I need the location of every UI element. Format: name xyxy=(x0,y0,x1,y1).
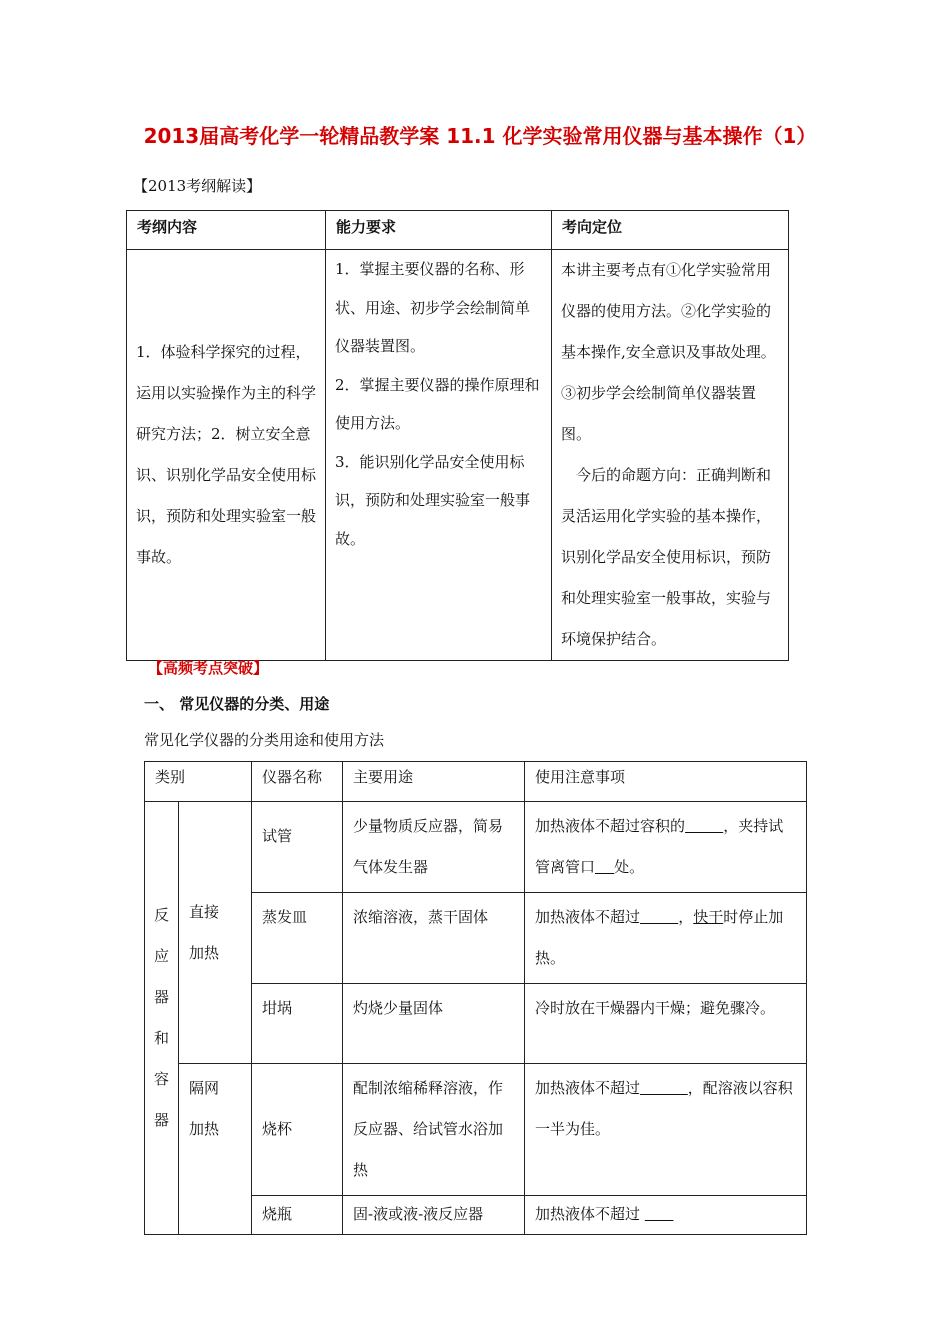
instrument-name: 坩埚 xyxy=(252,984,343,1064)
instrument-name: 蒸发皿 xyxy=(252,893,343,984)
table-row xyxy=(145,802,807,893)
table-header: 考纲内容 xyxy=(127,211,326,250)
ability-cell xyxy=(326,250,552,661)
table-header-row xyxy=(127,211,789,250)
subcategory-cell xyxy=(179,802,252,1064)
instrument-name: 烧瓶 xyxy=(252,1196,343,1235)
instrument-use: 少量物质反应器，简易气体发生器 xyxy=(343,802,525,893)
instrument-table xyxy=(144,761,807,1235)
syllabus-table xyxy=(126,210,789,661)
blank-line xyxy=(595,858,614,876)
instrument-use: 配制浓缩稀释溶液，作反应器、给试管水浴加热 xyxy=(343,1064,525,1196)
note-text: 加热液体不超过 xyxy=(535,1079,641,1097)
instrument-note xyxy=(525,1196,807,1235)
note-text: 加热液体不超过 xyxy=(535,1205,645,1223)
cell-paragraph: 本讲主要考点有①化学实验常用仪器的使用方法。②化学实验的基本操作,安全意识及事故处理。③初步学会绘制简单仪器装置图。 xyxy=(561,261,776,443)
table-header: 主要用途 xyxy=(343,762,525,802)
blank-line xyxy=(640,908,678,926)
instrument-note xyxy=(525,893,807,984)
category-char: 和 xyxy=(153,1029,169,1047)
blank-line xyxy=(640,1079,688,1097)
instrument-note xyxy=(525,1064,807,1196)
note-text: 加热液体不超过容积的 xyxy=(535,817,686,835)
table-row xyxy=(127,250,789,661)
blank-line xyxy=(645,1205,674,1223)
table-header-row xyxy=(145,762,807,802)
note-text: 冷时放在干燥器内干燥；避免骤冷。 xyxy=(535,999,776,1017)
syllabus-content-cell xyxy=(127,250,326,661)
section-label-syllabus: 【2013考纲解读】 xyxy=(133,177,262,195)
note-text: ， xyxy=(678,908,694,926)
instrument-note xyxy=(525,802,807,893)
note-text: 处。 xyxy=(614,858,645,876)
table-row xyxy=(145,1064,807,1196)
note-text: 加热液体不超过 xyxy=(535,908,641,926)
direction-cell xyxy=(552,250,789,661)
cell-paragraph: 2．掌握主要仪器的操作原理和使用方法。 xyxy=(335,375,540,432)
cell-paragraph: 1．掌握主要仪器的名称、形状、用途、初步学会绘制简单仪器装置图。 xyxy=(335,260,531,355)
cell-paragraph: 今后的命题方向：正确判断和灵活运用化学实验的基本操作，识别化学品安全使用标识，预防和处理实验室一般事故，实验与环境保护结合。 xyxy=(561,466,772,648)
subcategory-text: 直接 xyxy=(189,902,220,921)
document-title: 2013届高考化学一轮精品教学案 11.1 化学实验常用仪器与基本操作（1） xyxy=(143,124,817,148)
blank-line xyxy=(685,817,723,835)
table-header: 仪器名称 xyxy=(252,762,343,802)
instrument-name: 试管 xyxy=(252,802,343,893)
category-char: 反 xyxy=(153,906,169,924)
category-char: 应 xyxy=(153,947,169,965)
note-underlined-text: 快干 xyxy=(693,908,724,926)
table-header: 使用注意事项 xyxy=(525,762,807,802)
category-char: 器 xyxy=(153,988,169,1006)
subcategory-text: 隔网 xyxy=(189,1079,220,1097)
table-header: 类别 xyxy=(145,762,252,802)
subcategory-text: 加热 xyxy=(189,943,220,962)
section-subheading: 常见化学仪器的分类用途和使用方法 xyxy=(144,731,385,749)
category-char: 容 xyxy=(153,1070,169,1088)
subcategory-cell xyxy=(179,1064,252,1235)
note-text: ，配溶液以容积一半为佳。 xyxy=(535,1079,793,1138)
section-heading: 一、 常见仪器的分类、用途 xyxy=(144,695,330,713)
instrument-name: 烧杯 xyxy=(252,1064,343,1196)
note-text: ，夹持试管离管口 xyxy=(535,817,784,876)
note-text: 时停止加热。 xyxy=(535,908,784,967)
category-cell xyxy=(145,802,179,1235)
section-label-highfreq: 【高频考点突破】 xyxy=(148,659,269,677)
table-header: 能力要求 xyxy=(326,211,552,250)
instrument-use: 固-液或液-液反应器 xyxy=(343,1196,525,1235)
subcategory-text: 加热 xyxy=(189,1120,220,1138)
instrument-note xyxy=(525,984,807,1064)
instrument-use: 浓缩溶液，蒸干固体 xyxy=(343,893,525,984)
cell-paragraph: 3．能识别化学品安全使用标识，预防和处理实验室一般事故。 xyxy=(335,452,531,548)
category-char: 器 xyxy=(153,1111,169,1129)
instrument-use: 灼烧少量固体 xyxy=(343,984,525,1064)
table-header: 考向定位 xyxy=(552,211,789,250)
cell-text: 1．体验科学探究的过程，运用以实验操作为主的科学研究方法；2．树立安全意识、识别化学品安全使用标识，预防和处理实验室一般事故。 xyxy=(136,343,317,566)
